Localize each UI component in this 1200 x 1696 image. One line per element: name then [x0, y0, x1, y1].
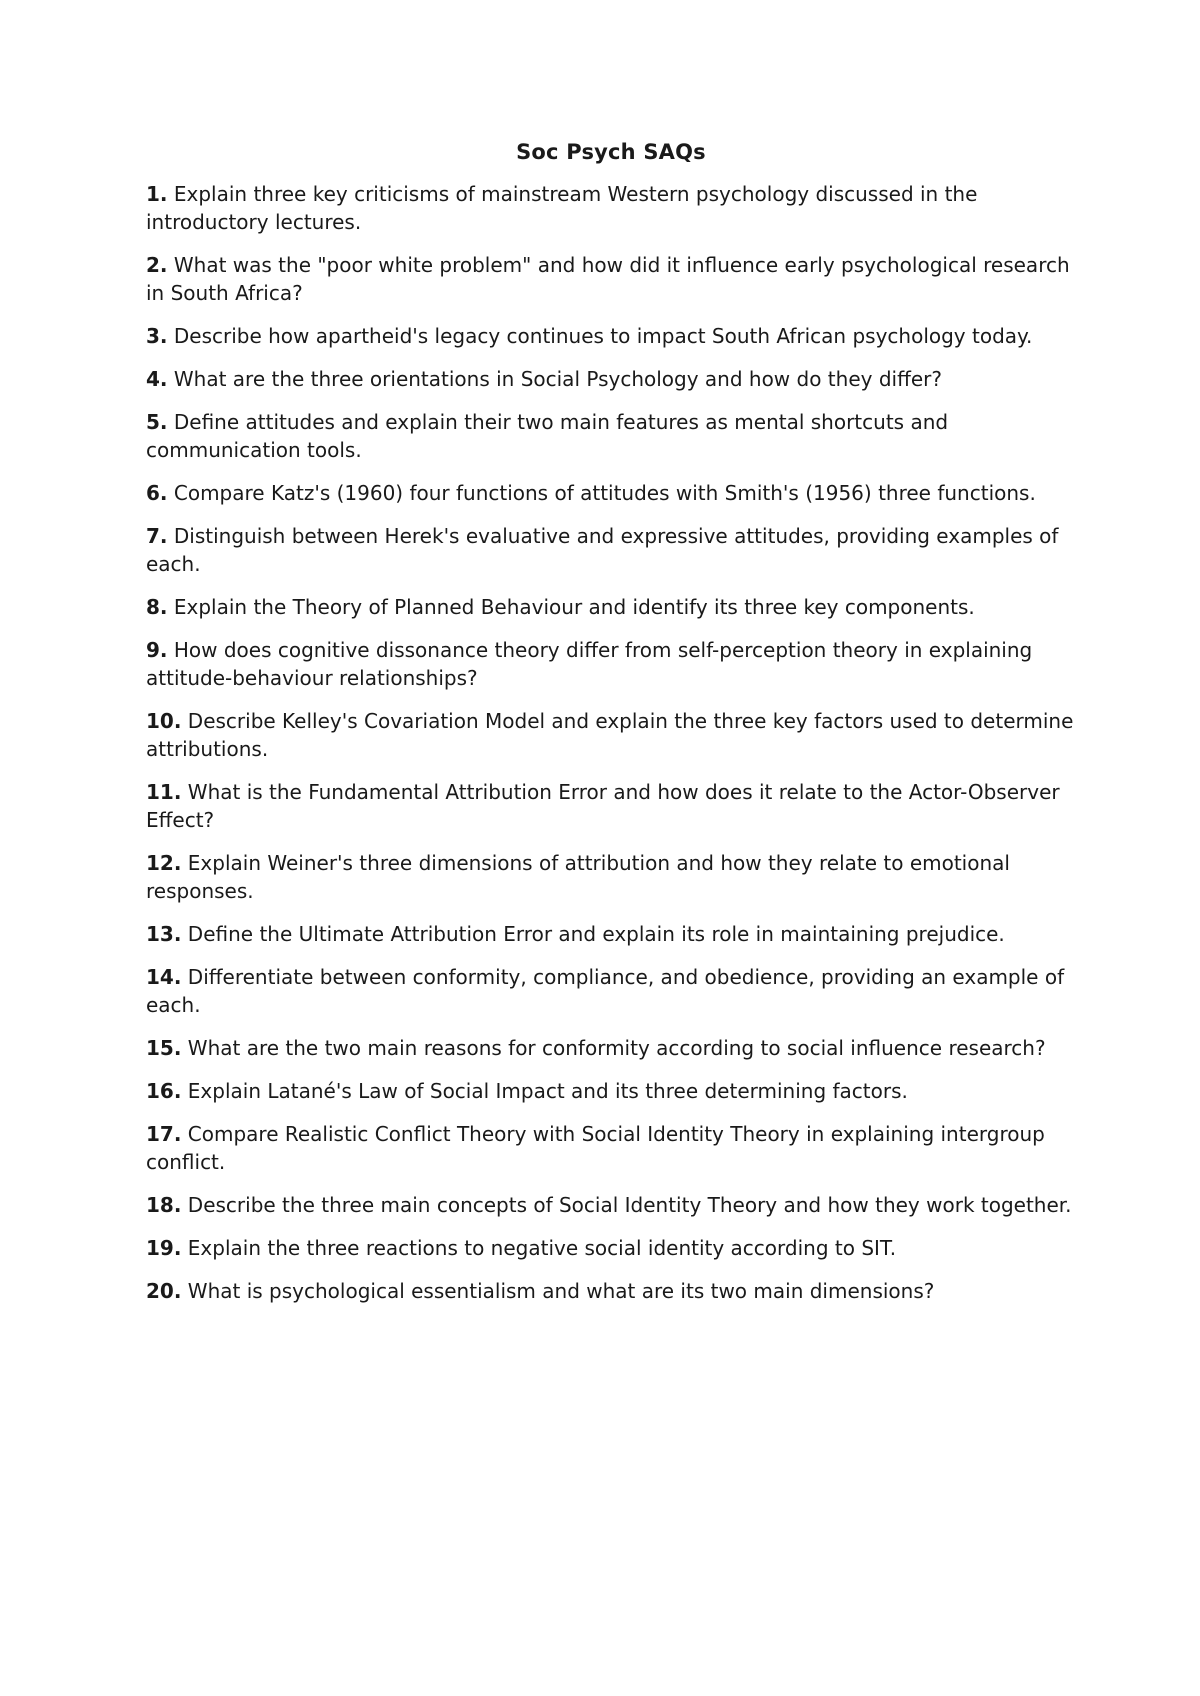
question-item — [146, 1191, 1076, 1219]
question-text: Describe Kelley's Covariation Model and explain the three key factors used to determine attributions. — [146, 709, 1074, 761]
question-text: What is psychological essentialism and what are its two main dimensions? — [187, 1279, 935, 1303]
question-item — [146, 707, 1076, 763]
question-number: 13. — [146, 922, 182, 946]
question-text: Define the Ultimate Attribution Error and explain its role in maintaining prejudice. — [187, 922, 1005, 946]
question-number: 18. — [146, 1193, 182, 1217]
question-number: 1. — [146, 182, 168, 206]
question-item — [146, 1120, 1076, 1176]
question-text: Explain the three reactions to negative social identity according to SIT. — [187, 1236, 897, 1260]
question-number: 9. — [146, 638, 168, 662]
question-item — [146, 251, 1076, 307]
question-number: 16. — [146, 1079, 182, 1103]
question-text: What are the three orientations in Social Psychology and how do they differ? — [173, 367, 942, 391]
question-item — [146, 1277, 1076, 1305]
question-number: 5. — [146, 410, 168, 434]
question-item — [146, 778, 1076, 834]
question-number: 3. — [146, 324, 168, 348]
question-number: 8. — [146, 595, 168, 619]
question-text: Explain Latané's Law of Social Impact and its three determining factors. — [187, 1079, 908, 1103]
question-item — [146, 365, 1076, 393]
question-item — [146, 479, 1076, 507]
document-page — [146, 140, 1076, 1320]
question-item — [146, 593, 1076, 621]
question-item — [146, 963, 1076, 1019]
question-number: 20. — [146, 1279, 182, 1303]
question-number: 2. — [146, 253, 168, 277]
question-number: 7. — [146, 524, 168, 548]
question-text: What was the "poor white problem" and how did it influence early psychological research in South Africa? — [146, 253, 1070, 305]
question-number: 14. — [146, 965, 182, 989]
question-text: Explain three key criticisms of mainstream Western psychology discussed in the introductory lectures. — [146, 182, 978, 234]
question-item — [146, 920, 1076, 948]
question-text: Differentiate between conformity, compliance, and obedience, providing an example of each. — [146, 965, 1065, 1017]
question-list — [146, 180, 1076, 1305]
question-text: What are the two main reasons for conformity according to social influence research? — [187, 1036, 1046, 1060]
question-number: 19. — [146, 1236, 182, 1260]
question-item — [146, 849, 1076, 905]
question-number: 10. — [146, 709, 182, 733]
question-text: Explain Weiner's three dimensions of attribution and how they relate to emotional responses. — [146, 851, 1010, 903]
question-item — [146, 1034, 1076, 1062]
question-number: 6. — [146, 481, 168, 505]
question-text: Compare Realistic Conflict Theory with Social Identity Theory in explaining intergroup conflict. — [146, 1122, 1045, 1174]
question-item — [146, 1077, 1076, 1105]
question-text: Describe how apartheid's legacy continues to impact South African psychology today. — [173, 324, 1033, 348]
question-text: Describe the three main concepts of Social Identity Theory and how they work together. — [187, 1193, 1072, 1217]
question-item — [146, 1234, 1076, 1262]
question-number: 4. — [146, 367, 168, 391]
question-text: What is the Fundamental Attribution Error and how does it relate to the Actor-Observer Effect? — [146, 780, 1060, 832]
question-item — [146, 408, 1076, 464]
question-text: Compare Katz's (1960) four functions of attitudes with Smith's (1956) three functions. — [173, 481, 1036, 505]
question-item — [146, 636, 1076, 692]
question-number: 12. — [146, 851, 182, 875]
question-item — [146, 180, 1076, 236]
question-number: 15. — [146, 1036, 182, 1060]
question-number: 11. — [146, 780, 182, 804]
question-text: How does cognitive dissonance theory differ from self-perception theory in explaining attitude-behaviour relationships? — [146, 638, 1033, 690]
page-title: Soc Psych SAQs — [516, 140, 706, 164]
question-text: Explain the Theory of Planned Behaviour and identify its three key components. — [173, 595, 975, 619]
question-number: 17. — [146, 1122, 182, 1146]
question-text: Distinguish between Herek's evaluative and expressive attitudes, providing examples of each. — [146, 524, 1059, 576]
question-item — [146, 322, 1076, 350]
question-text: Define attitudes and explain their two main features as mental shortcuts and communication tools. — [146, 410, 949, 462]
question-item — [146, 522, 1076, 578]
